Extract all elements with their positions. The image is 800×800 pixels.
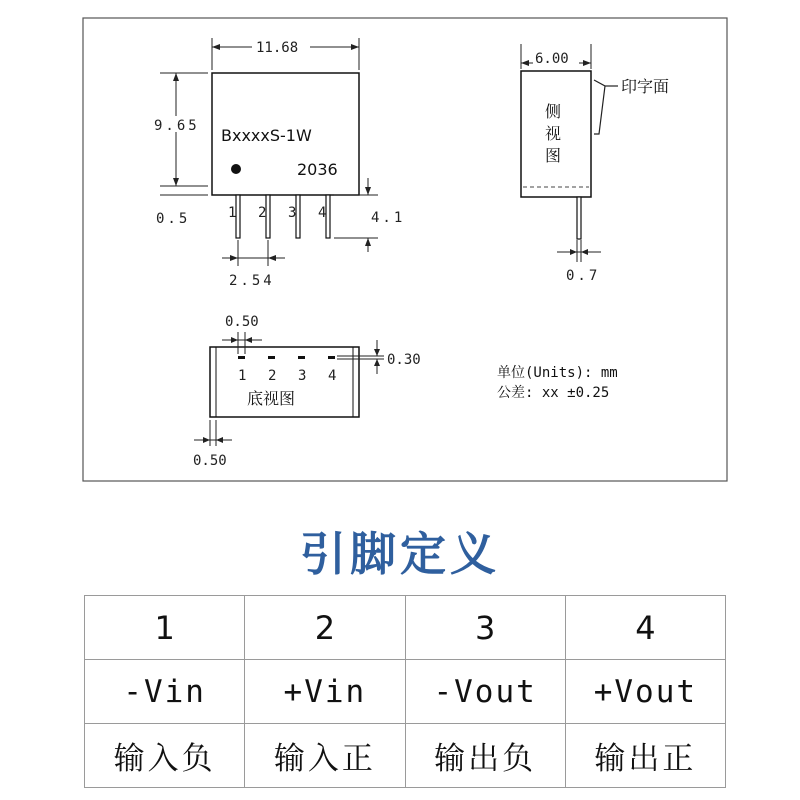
table-row [85,596,726,660]
table-cell: 3 [405,596,565,660]
dim-height-value: 9.65 [154,118,200,134]
dim-height-arrow-top [173,73,179,81]
date-code: 2036 [297,160,338,179]
table-cell: 输出负 [405,724,565,788]
dim-height-arrow-bottom [173,178,179,186]
pin-number-3: 3 [288,205,297,221]
front-view [152,38,405,289]
table-cell: +Vin [245,660,405,724]
pin-definition-table [84,595,726,788]
dim-side-arrow-left [521,60,529,66]
bottom-pin-number-3: 3 [298,368,307,384]
table-cell: 输出正 [565,724,725,788]
dim-pitch-arrow-left [230,255,238,261]
pin-1 [236,195,240,238]
pin-definition-title: 引脚定义 [300,527,500,581]
bottom-pin-1 [238,356,245,359]
side-label-1: 侧 [545,102,562,121]
table-cell: 2 [245,596,405,660]
side-label-3: 图 [545,146,562,165]
table-cell: -Vout [405,660,565,724]
pin-number-4: 4 [318,205,327,221]
dim-width-arrow-right [351,44,359,50]
side-label-2: 视 [545,124,562,143]
bottom-pin-4 [328,356,335,359]
print-face-leader [594,80,605,134]
bottom-pin-number-1: 1 [238,368,247,384]
dim-edge-value: 0.50 [193,453,227,469]
dim-standoff-value: 0.5 [156,211,191,227]
bottom-pin-3 [298,356,305,359]
bottom-pin-number-4: 4 [328,368,337,384]
dim-width-arrow-left [212,44,220,50]
table-cell: 输入正 [245,724,405,788]
pin-number-2: 2 [258,205,267,221]
bottom-pin-2 [268,356,275,359]
dim-sidepin-value: 0.7 [566,268,601,284]
side-pin [577,197,581,239]
dim-side-value: 6.00 [535,51,569,67]
side-view [521,44,669,284]
bottom-view [193,314,421,469]
dim-thickness-value: 0.30 [387,352,421,368]
dim-pinlen-arrow-top [365,187,371,195]
dim-pitch-arrow-right [268,255,276,261]
dim-width-value: 11.68 [256,40,299,56]
pin-3 [296,195,300,238]
pin-2 [266,195,270,238]
table-row [85,724,726,788]
bottom-pin-number-2: 2 [268,368,277,384]
table-cell: 1 [85,596,245,660]
table-cell: +Vout [565,660,725,724]
dim-pitch-value: 2.54 [229,273,275,289]
model-label: BxxxxS-1W [221,126,312,145]
bottom-view-label: 底视图 [247,389,296,408]
pin-4 [326,195,330,238]
dim-pinlen-value: 4.1 [371,210,406,226]
table-cell: 输入负 [85,724,245,788]
pin1-dot [231,164,241,174]
units-note: 单位(Units): mm [497,365,618,381]
dim-side-arrow-right [583,60,591,66]
pin-number-1: 1 [228,205,237,221]
tolerance-note: 公差: xx ±0.25 [497,385,610,401]
dim-bottompin-value: 0.50 [225,314,259,330]
table-cell: -Vin [85,660,245,724]
print-face-label: 印字面 [621,77,670,96]
table-row [85,660,726,724]
dim-pinlen-arrow-bottom [365,238,371,246]
table-cell: 4 [565,596,725,660]
